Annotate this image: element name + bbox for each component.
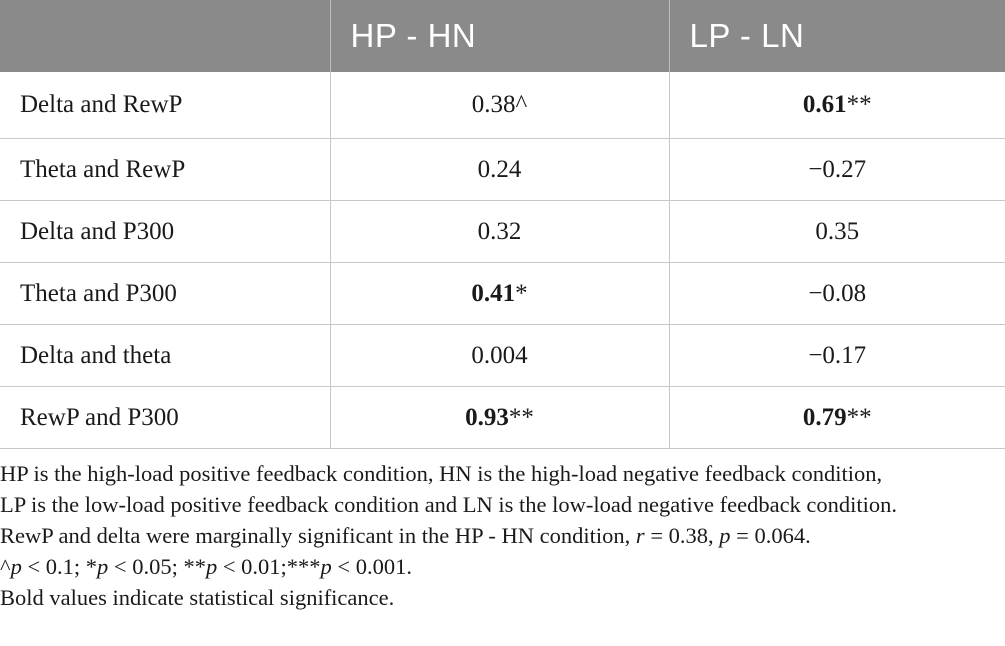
cell-lp-ln: [669, 387, 1005, 449]
cell-lp-ln: [669, 263, 1005, 325]
correlation-value: 0.35: [815, 217, 860, 245]
correlation-value: −0.08: [808, 279, 867, 307]
correlation-value: 0.93: [465, 403, 509, 431]
row-label: Delta and P300: [0, 201, 330, 263]
row-label: Delta and RewP: [0, 72, 330, 139]
table-row: [0, 139, 1005, 201]
cell-hp-hn: [330, 201, 669, 263]
cell-hp-hn: [330, 387, 669, 449]
cell-lp-ln: [669, 325, 1005, 387]
correlation-value: 0.24: [477, 155, 522, 183]
table-row: [0, 201, 1005, 263]
correlation-value: 0.38: [471, 91, 516, 118]
cell-lp-ln: [669, 72, 1005, 139]
header-cell-hp-hn: HP - HN: [330, 0, 669, 72]
correlation-value: 0.79: [802, 403, 847, 431]
row-label: Delta and theta: [0, 325, 330, 387]
footnote-line: RewP and delta were marginally significant in the HP - HN condition, r = 0.38, p = 0.064.: [0, 523, 811, 548]
correlation-value: −0.17: [808, 341, 867, 369]
cell-hp-hn: [330, 325, 669, 387]
footnote-line: HP is the high-load positive feedback condition, HN is the high-load negative feedback condition,: [0, 461, 883, 486]
significance-marker: **: [508, 403, 534, 431]
correlation-value: 0.004: [471, 341, 528, 369]
cell-hp-hn: [330, 72, 669, 139]
significance-marker: **: [846, 403, 872, 431]
header-cell-lp-ln: LP - LN: [669, 0, 1005, 72]
cell-hp-hn: [330, 139, 669, 201]
header-row: [0, 0, 1005, 72]
table-footnotes: [0, 458, 1005, 613]
significance-marker: **: [846, 91, 872, 118]
cell-hp-hn: [330, 263, 669, 325]
row-label: Theta and P300: [0, 263, 330, 325]
footnote-line: LP is the low-load positive feedback condition and LN is the low-load negative feedback condition.: [0, 492, 898, 517]
footnote-line: Bold values indicate statistical significance.: [0, 585, 395, 610]
significance-legend: ^p < 0.1; *p < 0.05; **p < 0.01;***p < 0.001.: [0, 554, 412, 579]
header-cell-label: [0, 0, 330, 72]
correlation-value: 0.41: [471, 279, 516, 307]
table-row: [0, 263, 1005, 325]
significance-marker: *: [515, 279, 528, 307]
cell-lp-ln: [669, 139, 1005, 201]
significance-marker: ^: [515, 91, 528, 118]
cell-lp-ln: [669, 201, 1005, 263]
correlation-value: −0.27: [808, 155, 867, 183]
table-row: [0, 72, 1005, 139]
table-row: [0, 325, 1005, 387]
row-label: Theta and RewP: [0, 139, 330, 201]
correlation-value: 0.32: [477, 217, 522, 245]
row-label: RewP and P300: [0, 387, 330, 449]
table-row: [0, 387, 1005, 449]
correlation-value: 0.61: [802, 91, 847, 118]
